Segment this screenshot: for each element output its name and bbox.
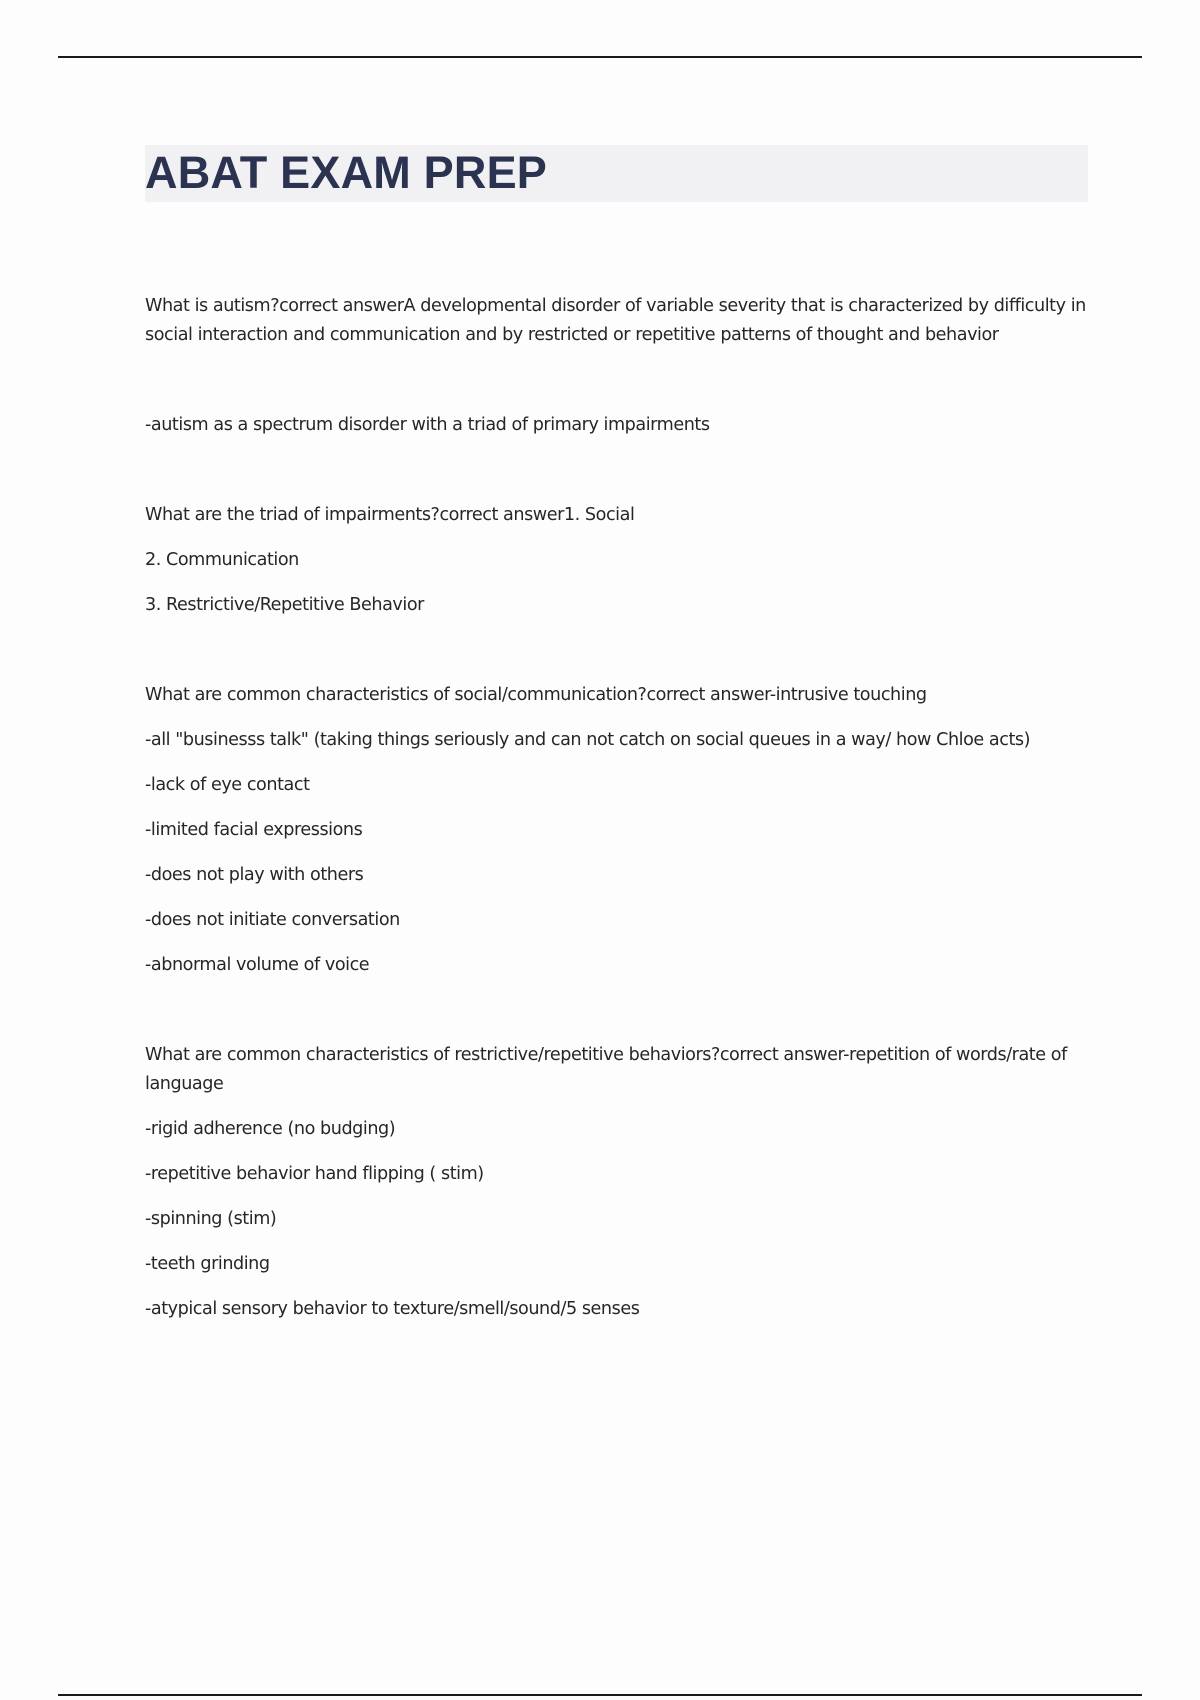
qa-repetitive-item: -atypical sensory behavior to texture/smell/sound/5 senses: [145, 1299, 640, 1319]
top-rule: [58, 56, 1142, 58]
qa-social-item: -abnormal volume of voice: [145, 955, 370, 975]
document-body: [145, 292, 1095, 1340]
qa-repetitive-item: -teeth grinding: [145, 1254, 270, 1274]
qa-triad-question: What are the triad of impairments?correct answer1. Social: [145, 505, 635, 525]
qa-autism-definition: What is autism?correct answerA developmental disorder of variable severity that is characterized by difficulty in social interaction and communication and by restricted or repetitive patterns of thought and behavior: [145, 296, 1086, 345]
qa-social-item: -does not initiate conversation: [145, 910, 400, 930]
qa-social-item: -lack of eye contact: [145, 775, 310, 795]
qa-social-item: -limited facial expressions: [145, 820, 363, 840]
qa-repetitive-item: -rigid adherence (no budging): [145, 1119, 396, 1139]
qa-triad-item-restrictive: 3. Restrictive/Repetitive Behavior: [145, 595, 424, 615]
qa-social-item: -does not play with others: [145, 865, 364, 885]
qa-repetitive-item: -spinning (stim): [145, 1209, 277, 1229]
qa-autism-spectrum-note: -autism as a spectrum disorder with a triad of primary impairments: [145, 415, 710, 435]
document-title: ABAT EXAM PREP: [145, 147, 547, 198]
qa-repetitive-question: What are common characteristics of restrictive/repetitive behaviors?correct answer-repetition of words/rate of language: [145, 1045, 1067, 1094]
qa-repetitive-item: -repetitive behavior hand flipping ( stim): [145, 1164, 484, 1184]
bottom-rule: [58, 1694, 1142, 1696]
qa-social-item: -all "businesss talk" (taking things seriously and can not catch on social queues in a way/ how Chloe acts): [145, 730, 1031, 750]
qa-social-question: What are common characteristics of social/communication?correct answer-intrusive touching: [145, 685, 927, 705]
qa-triad-item-communication: 2. Communication: [145, 550, 299, 570]
